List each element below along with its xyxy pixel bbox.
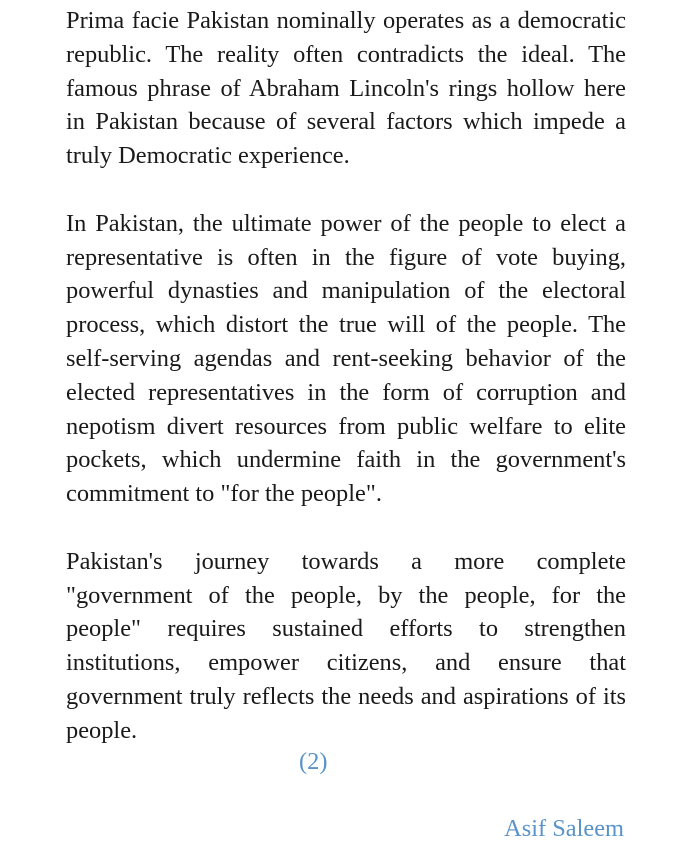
paragraph-spacer — [66, 511, 626, 545]
page-number: (2) — [299, 748, 328, 775]
author-signature: Asif Saleem — [504, 815, 624, 842]
paragraph-intro: Prima facie Pakistan nominally operates as a democratic republic. The reality often contradicts the ideal. The famous phrase of Abraham Lincoln's rings hollow here in Pakistan because of several factors which impede a truly Democratic experience. — [66, 7, 626, 170]
paragraph-electoral-issues: In Pakistan, the ultimate power of the people to elect a representative is often in the figure of vote buying, powerful dynasties and manipulation of the electoral process, which distort the true will of the people. The self-serving agendas and rent-seeking behavior of the elected representatives in the form of corruption and nepotism divert resources from public welfare to elite pockets, which undermine faith in the government's commitment to "for the people". — [66, 209, 626, 508]
document-body — [66, 4, 626, 748]
paragraph-spacer — [66, 173, 626, 207]
paragraph-conclusion: Pakistan's journey towards a more complete "government of the people, by the people, for the people" requires sustained efforts to strengthen institutions, empower citizens, and ensure that government truly reflects the needs and aspirations of its people. — [66, 547, 626, 744]
